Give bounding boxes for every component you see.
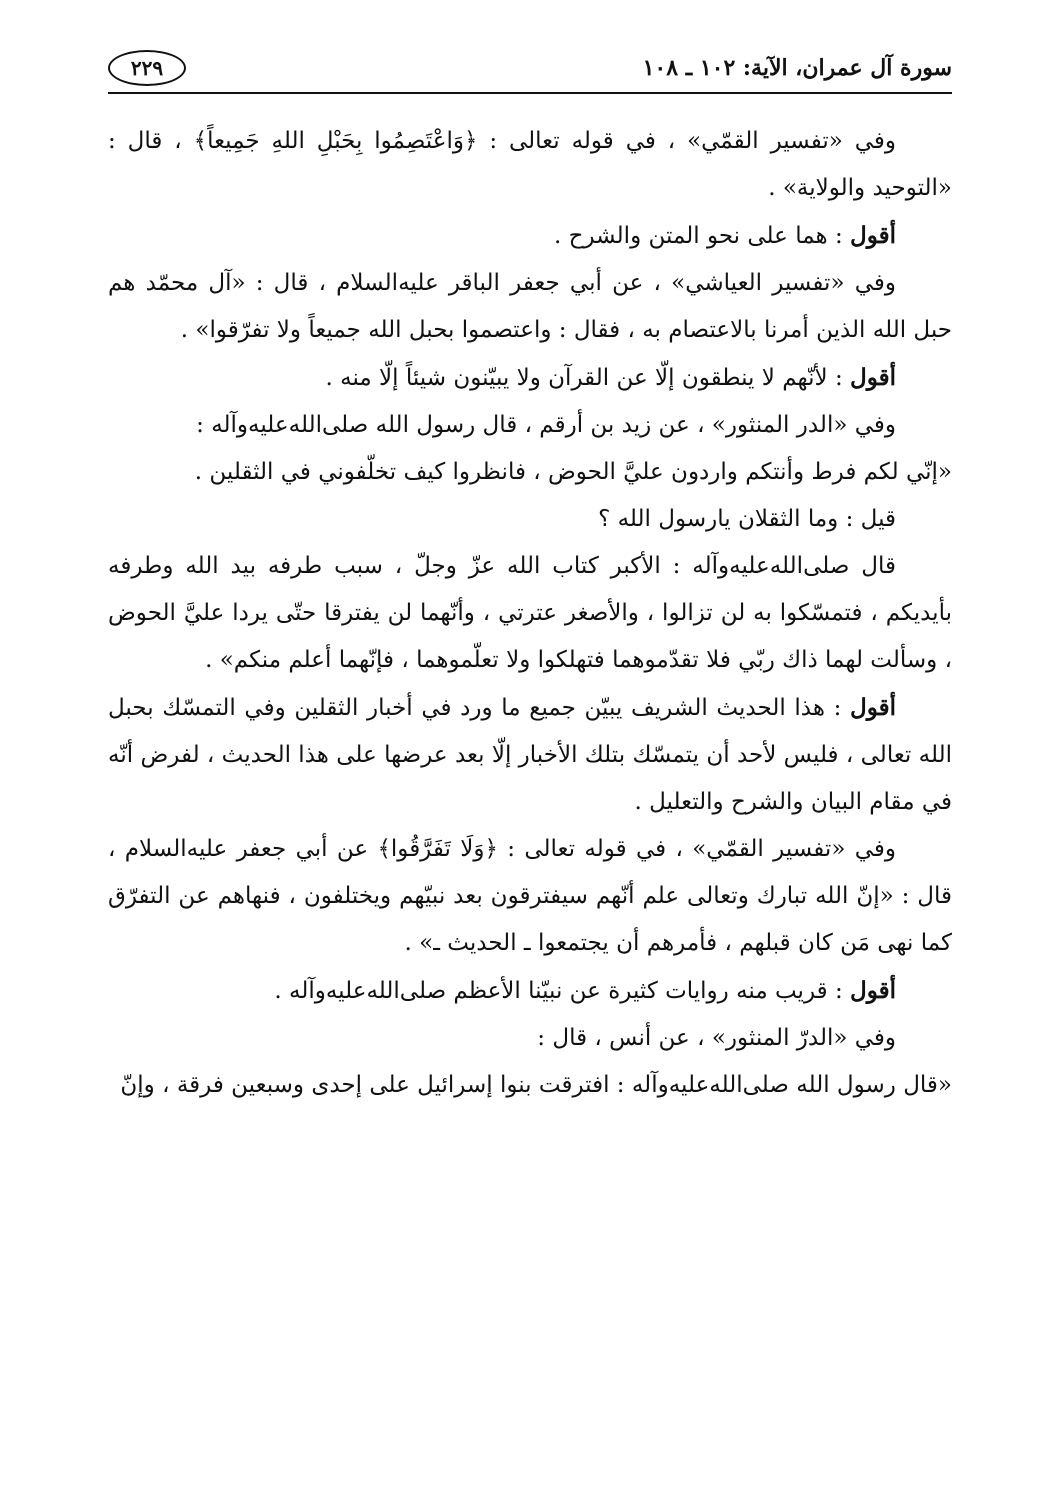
paragraph-text: وفي «تفسير القمّي» ، في قوله تعالى : ﴿وَلَا تَفَرَّقُوا﴾ عن أبي جعفر عليه‌السلام ، قال : «إنّ الله تبارك وتعالى علم أنّهم سيفترقون بعد نبيّهم ويختلفون ، فنهاهم عن التفرّق كما نهى مَن كان قبلهم ، فأمرهم أن يجتمعوا ـ الحديث ـ» . — [108, 836, 952, 956]
paragraph — [108, 826, 952, 967]
paragraph-label: أقول — [850, 222, 896, 249]
paragraph — [108, 1062, 952, 1109]
paragraph-text: قيل : وما الثقلان يارسول الله ؟ — [598, 506, 896, 532]
page-body — [108, 118, 952, 1109]
page-number-badge: ٢٢٩ — [108, 50, 186, 86]
paragraph-text: : هما على نحو المتن والشرح . — [554, 223, 851, 249]
paragraph — [108, 496, 952, 543]
paragraph-text: قال صلى‌الله‌عليه‌وآله : الأكبر كتاب الله عزّ وجلّ ، سبب طرفه بيد الله وطرفه بأيديكم ، فتمسّكوا به لن تزالوا ، والأصغر عترتي ، وأنّهما لن يفترقا حتّى يردا عليَّ الحوض ، وسألت لهما ذاك ربّي فلا تقدّموهما فتهلكوا ولا تعلّموهما ، فإنّهما أعلم منكم» . — [108, 553, 952, 673]
paragraph — [108, 354, 952, 402]
paragraph-label: أقول — [850, 364, 896, 391]
running-header-title: سورة آل عمران، الآية: ١٠٢ ـ ١٠٨ — [642, 55, 952, 81]
paragraph-text: : هذا الحديث الشريف يبيّن جميع ما ورد في أخبار الثقلين وفي التمسّك بحبل الله تعالى ، فليس لأحد أن يتمسّك بتلك الأخبار إلّا بعد عرضها على هذا الحديث ، لفرض أنّه في مقام البيان والشرح والتعليل . — [108, 695, 952, 815]
paragraph-label: أقول — [850, 977, 896, 1004]
paragraph-text: : قريب منه روايات كثيرة عن نبيّنا الأعظم صلى‌الله‌عليه‌وآله . — [274, 978, 851, 1004]
paragraph — [108, 967, 952, 1015]
paragraph — [108, 684, 952, 826]
paragraph-text: «إنّي لكم فرط وأنتكم واردون عليَّ الحوض ، فانظروا كيف تخلّفوني في الثقلين . — [194, 459, 952, 485]
paragraph-text: «قال رسول الله صلى‌الله‌عليه‌وآله : افترقت بنوا إسرائيل على إحدى وسبعين فرقة ، وإنّ — [120, 1072, 952, 1098]
paragraph — [108, 543, 952, 684]
paragraph-label: أقول — [850, 694, 896, 721]
paragraph — [108, 212, 952, 260]
paragraph-text: وفي «تفسير العياشي» ، عن أبي جعفر الباقر عليه‌السلام ، قال : «آل محمّد هم حبل الله الذين أمرنا بالاعتصام به ، فقال : واعتصموا بحبل الله جميعاً ولا تفرّقوا» . — [108, 270, 952, 343]
paragraph — [108, 260, 952, 354]
paragraph-text: وفي «الدرّ المنثور» ، عن أنس ، قال : — [537, 1025, 896, 1051]
page-header — [108, 48, 952, 88]
paragraph — [108, 118, 952, 212]
paragraph-text: وفي «تفسير القمّي» ، في قوله تعالى : ﴿وَاعْتَصِمُوا بِحَبْلِ اللهِ جَمِيعاً﴾ ، قال : «التوحيد والولاية» . — [108, 128, 952, 201]
paragraph — [108, 402, 952, 449]
paragraph-text: وفي «الدر المنثور» ، عن زيد بن أرقم ، قال رسول الله صلى‌الله‌عليه‌وآله : — [196, 412, 896, 438]
paragraph — [108, 449, 952, 496]
paragraph-text: : لأنّهم لا ينطقون إلّا عن القرآن ولا يبيّنون شيئاً إلّا منه . — [325, 365, 851, 391]
paragraph — [108, 1015, 952, 1062]
